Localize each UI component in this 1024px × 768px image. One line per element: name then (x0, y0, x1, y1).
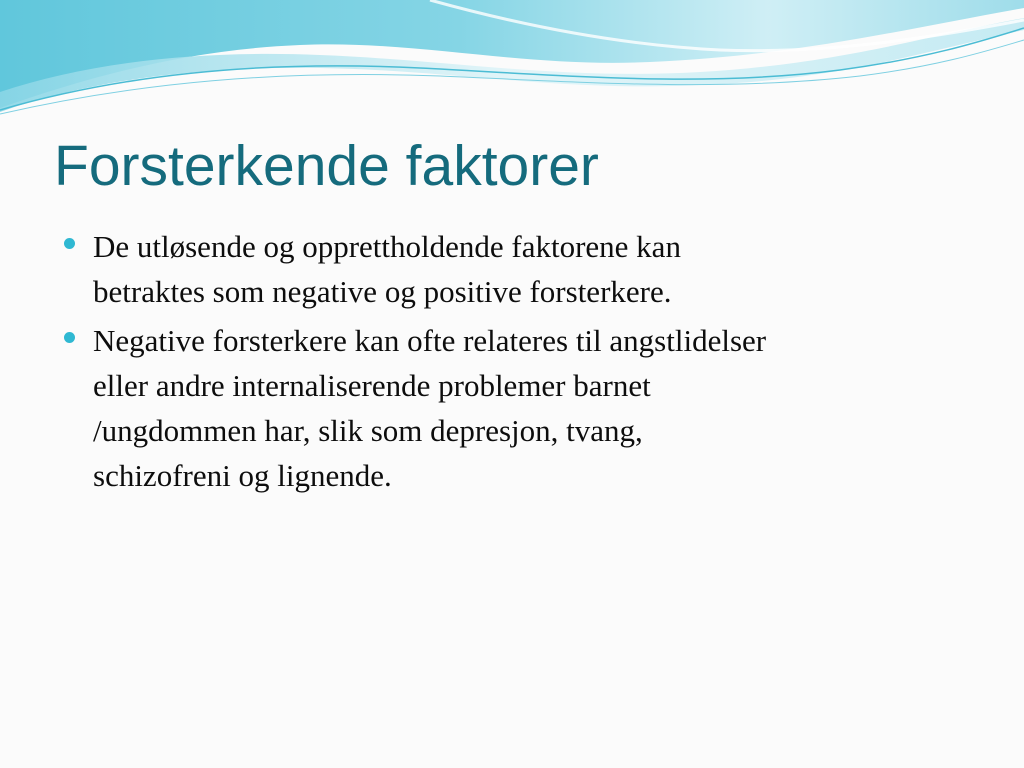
bullet-text: De utløsende og opprettholdende faktorene kan betraktes som negative og positive forsterkere. (93, 229, 681, 309)
slide-title: Forsterkende faktorer (54, 134, 599, 198)
bullet-text: Negative forsterkere kan ofte relateres til angstlidelser eller andre internaliserende problemer barnet /ungdommen har, slik som depresjon, tvang, schizofreni og lignende. (93, 323, 767, 493)
bullet-item (64, 224, 964, 314)
bullet-item (64, 318, 964, 498)
bullet-dot-icon (64, 332, 75, 343)
decorative-wave-header (0, 0, 1024, 120)
bullet-list (64, 224, 964, 502)
bullet-dot-icon (64, 238, 75, 249)
